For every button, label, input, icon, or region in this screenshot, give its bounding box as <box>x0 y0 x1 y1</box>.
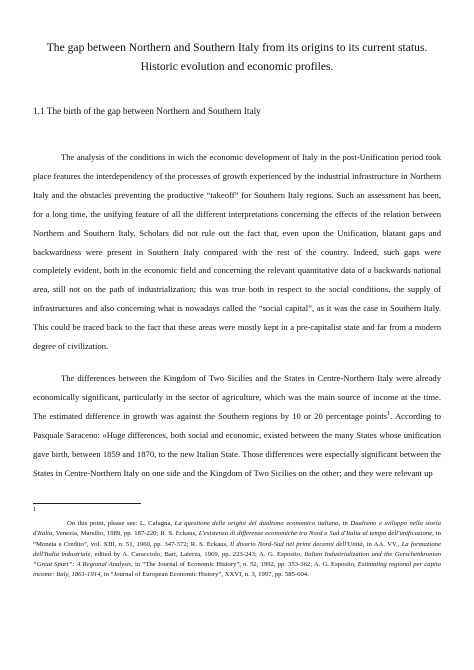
fn-title: La questione delle origini del dualismo economico italiano <box>174 520 339 527</box>
fn-text: , in “The Journal of Economic History”, n. 52, 1992, pp. 353-362; A. G. Esposito, <box>131 561 358 569</box>
body-paragraph-1: The analysis of the conditions in wich the economic development of Italy in the post-Unification period took place features the interdependency of the processes of growth experienced by the industrial infrastructure in Northern Italy and the obstacles preventing the productive “takeoff” for Southern Italy regions. Such an assessment has been, for a long time, the unifying feature of all the different interpretations concerning the effects of the relation between Northern and Southern Italy. Scholars did not rule out the fact that, even upon the Unification, blatant gaps and backwardness were present in Southern Italy compared with the rest of the country. Indeed, such gaps were completely evident, both in the economic field and concerning the relevant quantitative data of a backwards national area, still not on the path of industrialization; this was true both in respect to the social conditions, the supply of infrastructures and also concerning what is nowadays called the “social capital”, as it was the case in Southern Italy. This could be traced back to the fact that these areas were mostly kept in a pre-capitalist state and far from a modern degree of civilization. <box>33 152 441 352</box>
fn-title: Il divario Nord-Sud nei primi decenni dell'Unità <box>230 540 363 548</box>
fn-text: , in AA. VV., <box>362 540 402 548</box>
footnote-reference[interactable]: 1 <box>387 410 391 417</box>
title-line-2: Historic evolution and economic profiles. <box>140 60 334 73</box>
fn-text: , edited by A. Caracciolo, Bari, Laterza, 1969, pp. 223-243; A. G. Esposito, <box>90 550 305 558</box>
fn-title: L'esistenza di differenze economiche tra Nord e Sud d'Italia al tempo dell'unificazione <box>198 530 433 538</box>
paragraph-2-text-b: . According to Pasquale Saraceno: «Huge differences, both social and economic, existed between the many States whose unification gave birth, between 1859 and 1870, to the new Italian State. Those differences were especially significant between the States in Centre-Northern Italy on one side and the Kingdom of Two Sicilies on the other; and they were relevant up <box>33 410 441 478</box>
footnote-marker: 1 <box>33 506 37 513</box>
footnote-separator <box>33 503 141 504</box>
fn-text: , in “Moneta e Credito”, vol. XIII, n. 51, 1960, pp. 347-372; R. S. Eckaus, <box>33 530 442 548</box>
fn-title: Dualismo e sviluppo nella storia d'Italia <box>33 520 442 538</box>
fn-title: Italian Industrialization and the Gerschenkronian “Great Spurt”: A Regional Analysis <box>33 550 442 569</box>
section-heading: 1.1 The birth of the gap between Northern and Southern Italy <box>33 107 261 117</box>
paragraph-2-text-a: The differences between the Kingdom of Two Sicilies and the States in Centre-Northern Italy were already economically significant, particularly in the sector of agriculture, which was the main source of income at the time. The estimated difference in growth was against the Southern regions by 10 or 20 percentage points <box>33 373 441 421</box>
title-line-1: The gap between Northern and Southern Italy from its origins to its current status. <box>46 41 428 54</box>
footnote-text <box>33 519 441 581</box>
fn-title: La formazione dell'Italia industriale <box>33 540 441 558</box>
fn-text: On this point, please see: L. Cafagna, <box>67 520 175 527</box>
fn-title: Estimating regional per capita income: Italy, 1861-1914 <box>33 561 441 579</box>
document-title <box>30 38 444 76</box>
fn-text: , Venezia, Marsilio, 1989, pp. 187-220; R. S. Eckaus, <box>52 530 199 538</box>
fn-text: , in “Journal of European Economic History”, XXVI, n. 3, 1997, pp. 585-604. <box>100 571 309 579</box>
fn-text: , in <box>338 520 351 527</box>
body-paragraph-2 <box>33 369 441 482</box>
